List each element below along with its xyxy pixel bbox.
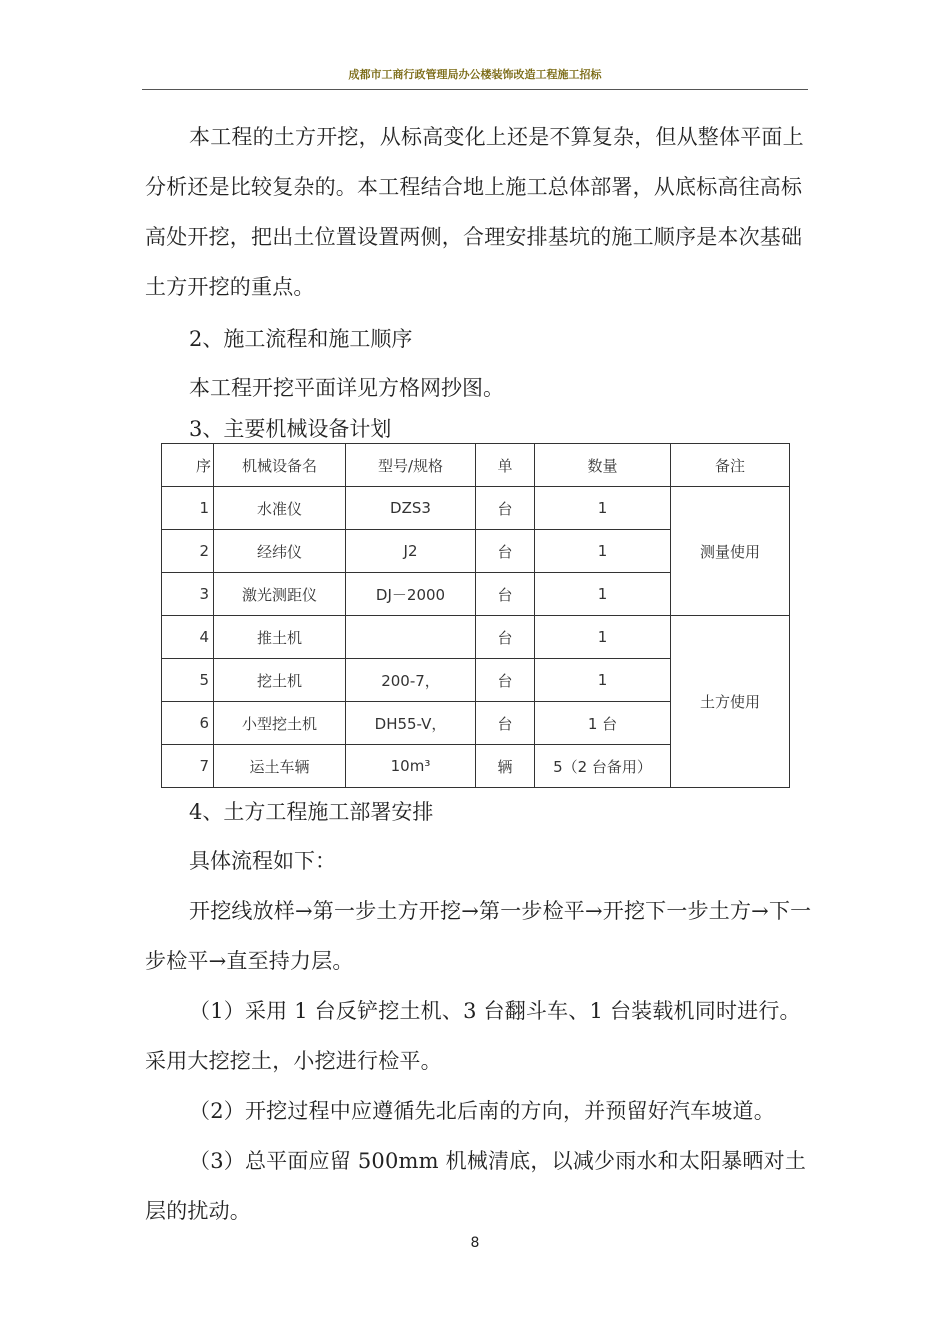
section-heading-2: 2、施工流程和施工顺序 xyxy=(189,327,413,351)
paragraph-grid-map: 本工程开挖平面详见方格网抄图。 xyxy=(189,376,504,400)
cell-index: 5 xyxy=(162,659,214,702)
cell-name: 小型挖土机 xyxy=(214,702,346,745)
cell-unit: 台 xyxy=(476,616,535,659)
header-cell-unit: 单 xyxy=(476,444,535,487)
page-header: 成都市工商行政管理局办公楼装饰改造工程施工招标 xyxy=(348,68,602,81)
cell-index: 4 xyxy=(162,616,214,659)
cell-name: 水准仪 xyxy=(214,487,346,530)
cell-quantity: 1 xyxy=(535,487,671,530)
cell-unit: 台 xyxy=(476,487,535,530)
paragraph-flow-intro: 具体流程如下： xyxy=(189,849,336,873)
table-row xyxy=(162,487,790,530)
header-cell-index: 序 xyxy=(162,444,214,487)
paragraph-item-2: （2）开挖过程中应遵循先北后南的方向，并预留好汽车坡道。 xyxy=(189,1099,775,1123)
cell-quantity: 1 xyxy=(535,659,671,702)
cell-model: J2 xyxy=(346,530,476,573)
page-number: 8 xyxy=(470,1235,480,1251)
cell-model: 10m³ xyxy=(346,745,476,788)
cell-quantity: 1 xyxy=(535,616,671,659)
equipment-table xyxy=(161,443,790,788)
cell-name: 挖土机 xyxy=(214,659,346,702)
cell-name: 经纬仪 xyxy=(214,530,346,573)
cell-index: 2 xyxy=(162,530,214,573)
cell-model: DZS3 xyxy=(346,487,476,530)
section-heading-3: 3、主要机械设备计划 xyxy=(189,417,392,441)
cell-name: 运土车辆 xyxy=(214,745,346,788)
cell-quantity: 1 xyxy=(535,573,671,616)
header-cell-quantity: 数量 xyxy=(535,444,671,487)
header-cell-remark: 备注 xyxy=(671,444,790,487)
cell-name: 推土机 xyxy=(214,616,346,659)
cell-index: 3 xyxy=(162,573,214,616)
paragraph-item-3: （3）总平面应留 500mm 机械清底，以减少雨水和太阳暴晒对土层的扰动。 xyxy=(145,1149,807,1223)
cell-unit: 台 xyxy=(476,659,535,702)
cell-unit: 台 xyxy=(476,573,535,616)
paragraph-intro: 本工程的土方开挖，从标高变化上还是不算复杂，但从整体平面上分析还是比较复杂的。本工程结合地上施工总体部署，从底标高往高标高处开挖，把出土位置设置两侧，合理安排基坑的施工顺序是本次基础土方开挖的重点。 xyxy=(145,125,804,299)
cell-model: DH55-V， xyxy=(346,702,476,745)
cell-remark-earthwork: 土方使用 xyxy=(671,616,790,788)
paragraph-flow-steps: 开挖线放样→第一步土方开挖→第一步检平→开挖下一步土方→下一步检平→直至持力层。 xyxy=(145,899,812,973)
header-rule xyxy=(142,89,808,90)
table-header-row xyxy=(162,444,790,487)
cell-model: 200-7， xyxy=(346,659,476,702)
section-heading-4: 4、土方工程施工部署安排 xyxy=(189,800,434,824)
cell-unit: 台 xyxy=(476,530,535,573)
cell-index: 1 xyxy=(162,487,214,530)
cell-index: 7 xyxy=(162,745,214,788)
cell-name: 激光测距仪 xyxy=(214,573,346,616)
cell-quantity: 5（2 台备用） xyxy=(535,745,671,788)
table-row xyxy=(162,616,790,659)
header-cell-name: 机械设备名 xyxy=(214,444,346,487)
header-cell-model: 型号/规格 xyxy=(346,444,476,487)
cell-model xyxy=(346,616,476,659)
cell-quantity: 1 台 xyxy=(535,702,671,745)
cell-unit: 辆 xyxy=(476,745,535,788)
cell-unit: 台 xyxy=(476,702,535,745)
cell-quantity: 1 xyxy=(535,530,671,573)
cell-remark-measurement: 测量使用 xyxy=(671,487,790,616)
cell-model: DJ－2000 xyxy=(346,573,476,616)
cell-index: 6 xyxy=(162,702,214,745)
paragraph-item-1: （1）采用 1 台反铲挖土机、3 台翻斗车、1 台装载机同时进行。采用大挖挖土，小挖进行检平。 xyxy=(145,999,801,1073)
